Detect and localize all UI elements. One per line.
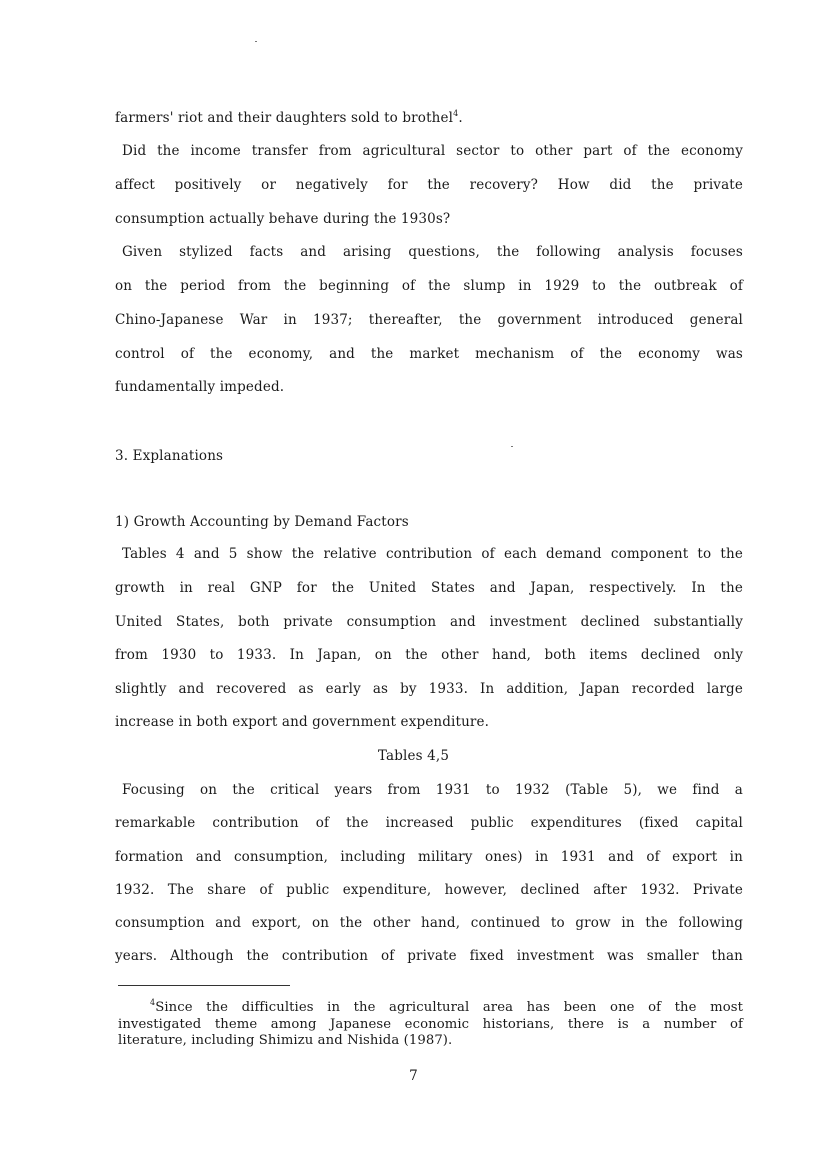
footnote-marker: 4 [150, 998, 156, 1007]
page-number: 7 [409, 1068, 418, 1084]
footnote-line: investigated theme among Japanese economic historians, there is a number of [118, 1017, 743, 1032]
body-line: remarkable contribution of the increased public expenditures (fixed capital [115, 815, 743, 831]
section-heading: 3. Explanations [115, 448, 224, 464]
table-reference: Tables 4,5 [377, 748, 450, 764]
body-line: farmers' riot and their daughters sold to brothel$^4$. [115, 109, 463, 126]
body-line: slightly and recovered as early as by 1933. In addition, Japan recorded large [115, 681, 743, 697]
body-line: United States, both private consumption and investment declined substantially [115, 614, 743, 630]
body-line: Tables 4 and 5 show the relative contribution of each demand component to the [122, 546, 743, 562]
body-line: affect positively or negatively for the recovery? How did the private [115, 177, 743, 193]
footnote-marker: 4 [453, 109, 459, 118]
body-line: Did the income transfer from agricultural sector to other part of the economy [122, 143, 743, 159]
subsection-heading: 1) Growth Accounting by Demand Factors [115, 514, 409, 530]
body-line: Given stylized facts and arising questions, the following analysis focuses [122, 244, 743, 260]
body-line: consumption actually behave during the 1930s? [115, 211, 451, 227]
body-line: Chino-Japanese War in 1937; thereafter, the government introduced general [115, 312, 743, 328]
body-line: fundamentally impeded. [115, 379, 285, 395]
body-line: control of the economy, and the market mechanism of the economy was [115, 346, 743, 362]
body-line: on the period from the beginning of the slump in 1929 to the outbreak of [115, 278, 743, 294]
body-line: growth in real GNP for the United States and Japan, respectively. In the [115, 580, 743, 596]
scan-speck [255, 41, 257, 42]
body-line: Focusing on the critical years from 1931 to 1932 (Table 5), we find a [122, 782, 743, 798]
body-line: from 1930 to 1933. In Japan, on the other hand, both items declined only [115, 647, 743, 663]
footnote-line: $^4$Since the difficulties in the agricultural area has been one of the most [150, 998, 743, 1015]
body-line: formation and consumption, including military ones) in 1931 and of export in [115, 849, 743, 865]
body-line: years. Although the contribution of private fixed investment was smaller than [115, 948, 743, 964]
body-line: 1932. The share of public expenditure, however, declined after 1932. Private [115, 882, 743, 898]
body-line: consumption and export, on the other hand, continued to grow in the following [115, 915, 743, 931]
body-line: increase in both export and government expenditure. [115, 714, 490, 730]
footnote-line: literature, including Shimizu and Nishida (1987). [118, 1033, 453, 1048]
footnote-divider [118, 985, 290, 986]
